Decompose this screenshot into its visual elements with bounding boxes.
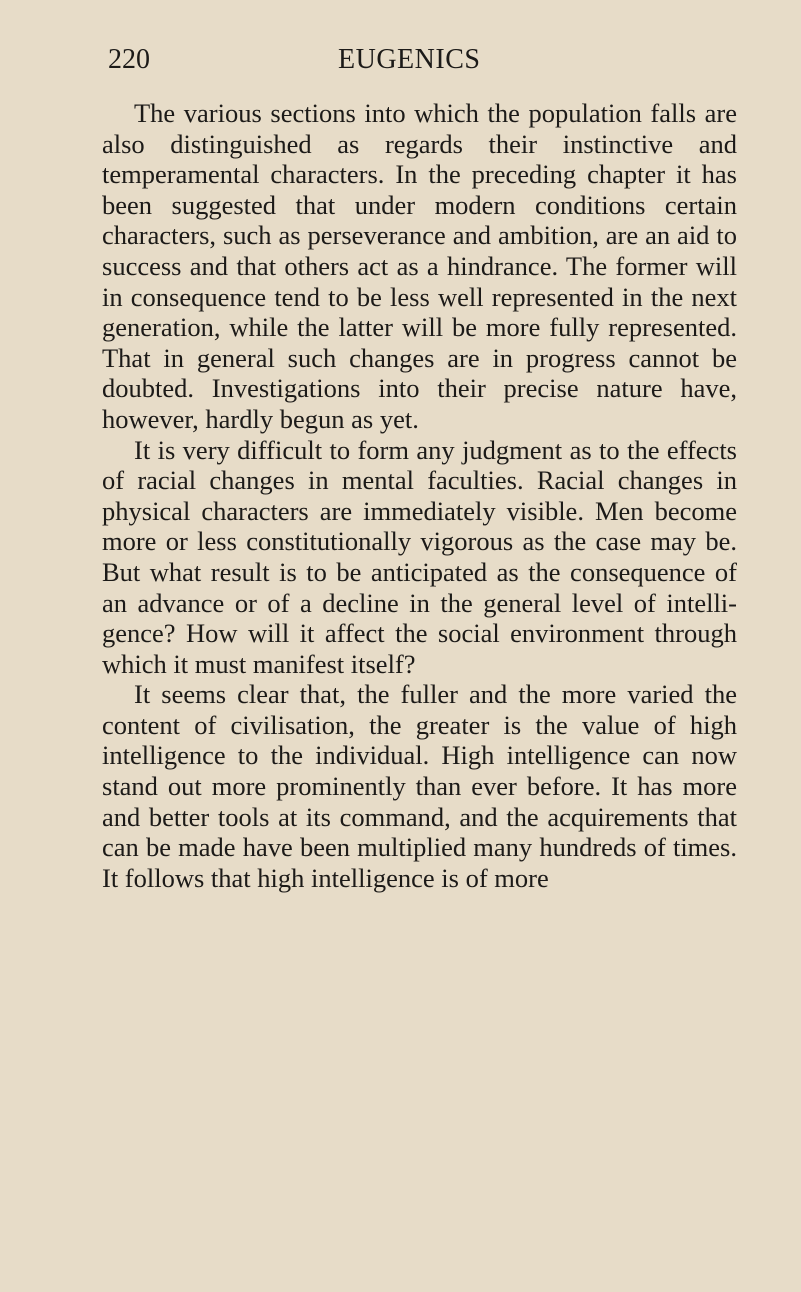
running-head	[98, 44, 706, 84]
paragraph: It seems clear that, the fuller and the more varied the content of civilisation, the greater is the value of high intelligence to the individual. High intelligence can now stand out more prominently than ever before. It has more and better tools at its command, and the acquirements that can be made have been multiplied many hundreds of times. It follows that high intelligence is of more	[102, 679, 737, 893]
paragraph: The various sections into which the population falls are also distinguished as regards their instinctive and temperamental characters. In the preceding chapter it has been suggested that under modern conditions certain characters, such as perseverance and ambition, are an aid to success and that others act as a hindrance. The former will in consequence tend to be less well represented in the next generation, while the latter will be more fully represented. That in general such changes are in progress cannot be doubted. Investigations into their precise nature have, however, hardly begun as yet.	[102, 98, 737, 434]
paragraph: It is very difficult to form any judgment as to the effects of racial changes in mental faculties. Racial changes in physical characters are immediately visible. Men become more or less constitutionally vigorous as the case may be. But what result is to be anticipated as the consequence of an advance or of a decline in the general level of intelligence? How will it affect the social environment through which it must manifest itself?	[102, 434, 737, 679]
page-number: 220	[108, 44, 150, 75]
running-title: EUGENICS	[338, 44, 481, 75]
body-text	[102, 98, 737, 893]
